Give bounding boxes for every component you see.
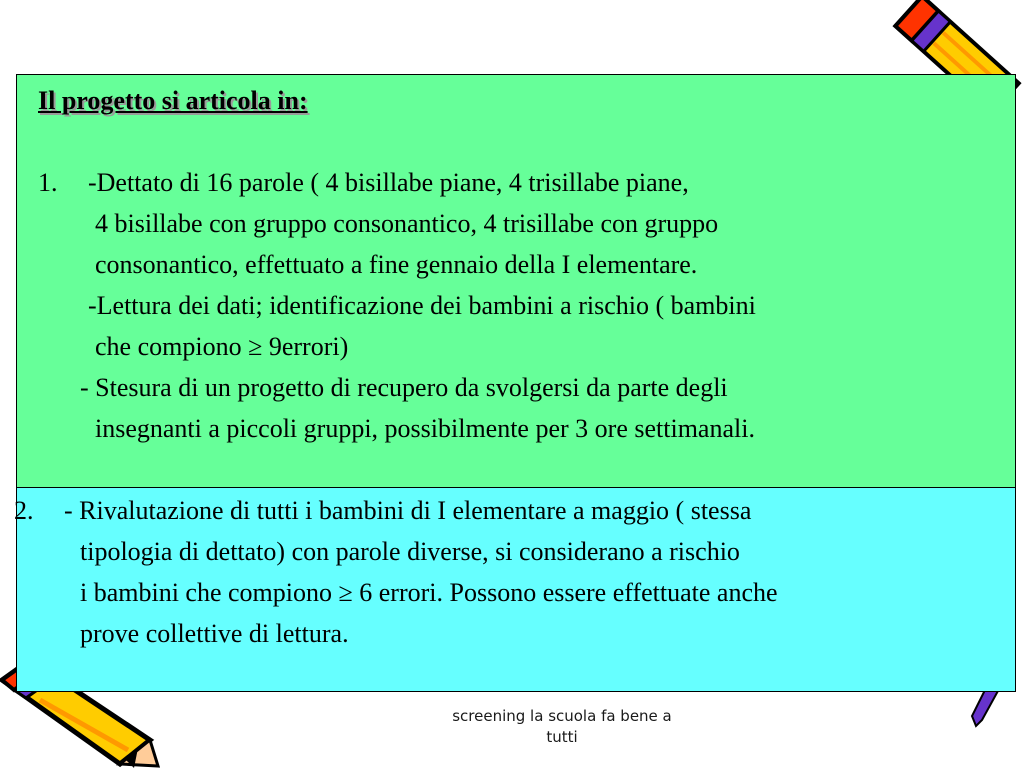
list-item-1-line: -Dettato di 16 parole ( 4 bisillabe piane, 4 trisillabe piane, [88, 168, 689, 197]
list-item-2-line: i bambini che compiono ≥ 6 errori. Possono essere effettuate anche [80, 578, 778, 607]
list-item-1-line: insegnanti a piccoli gruppi, possibilmente per 3 ore settimanali. [95, 414, 755, 443]
footer-line: tutti [546, 728, 578, 746]
list-item-1-line: - Stesura di un progetto di recupero da svolgersi da parte degli [80, 373, 728, 402]
list-item-2-line: tipologia di dettato) con parole diverse, si considerano a rischio [80, 537, 740, 566]
list-item-2-line: prove collettive di lettura. [80, 619, 349, 648]
slide-footer [412, 706, 712, 748]
slide-heading: Il progetto si articola in: [38, 86, 308, 115]
list-item-2-line: - Rivalutazione di tutti i bambini di I elementare a maggio ( stessa [64, 496, 752, 525]
footer-line: screening la scuola fa bene a [452, 707, 672, 725]
list-item-1-line: 4 bisillabe con gruppo consonantico, 4 trisillabe con gruppo [95, 209, 719, 238]
list-number-2: 2. [14, 496, 34, 525]
list-item-1-line: consonantico, effettuato a fine gennaio della I elementare. [95, 250, 698, 279]
list-item-1-line: che compiono ≥ 9errori) [95, 332, 349, 361]
list-number-1: 1. [38, 168, 58, 197]
list-item-1-line: -Lettura dei dati; identificazione dei bambini a rischio ( bambini [88, 291, 756, 320]
